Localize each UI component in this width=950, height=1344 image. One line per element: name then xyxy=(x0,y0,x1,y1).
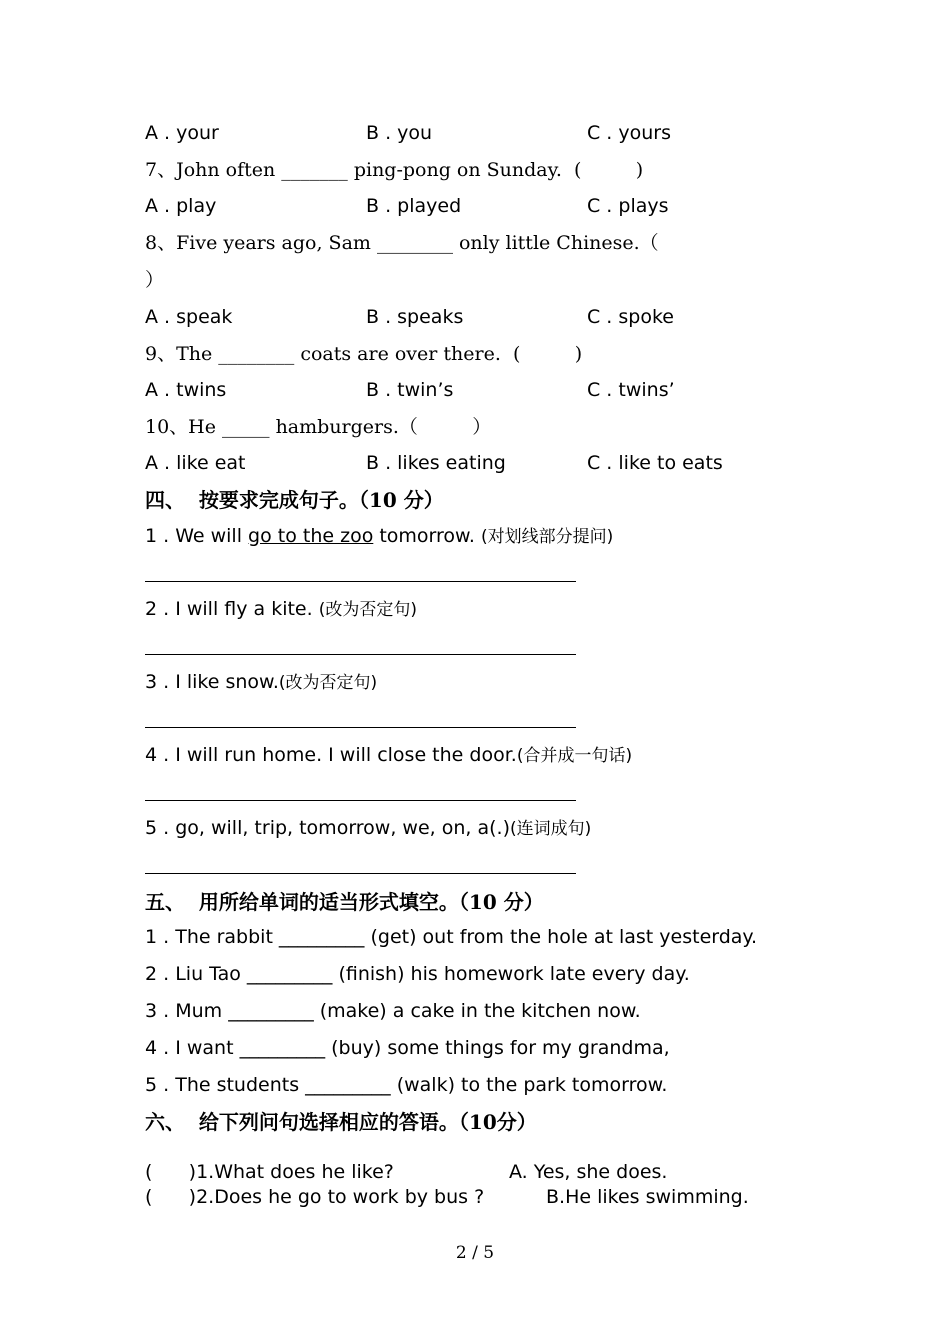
q7-option-c: C . plays xyxy=(587,195,669,217)
q6-option-b: B . you xyxy=(366,122,433,144)
s4-s1-post: tomorrow. xyxy=(373,525,481,547)
q6-option-c: C . yours xyxy=(587,122,672,144)
s4-sentence-2 xyxy=(145,597,417,622)
s4-s3-note: (改为否定句) xyxy=(278,673,378,693)
s4-s4-text: 4 . I will run home. I will close the door. xyxy=(145,744,517,766)
q8-text: 8、Five years ago, Sam ________ only little Chinese.（ xyxy=(145,232,659,254)
q9-option-c: C . twins’ xyxy=(587,379,675,401)
answer-line xyxy=(145,654,576,655)
s4-s3-text: 3 . I like snow. xyxy=(145,671,279,693)
s4-s5-note: (连词成句) xyxy=(510,819,592,839)
s6-answer-a: A. Yes, she does. xyxy=(509,1161,668,1183)
page-number: 2 / 5 xyxy=(455,1243,495,1263)
answer-line xyxy=(145,727,576,728)
q6-option-a: A . your xyxy=(145,122,219,144)
s4-sentence-4 xyxy=(145,743,632,768)
s5-item-5: 5 . The students _________ (walk) to the park tomorrow. xyxy=(145,1074,668,1096)
q9-text: 9、The ________ coats are over there. ( ) xyxy=(145,343,583,365)
s4-sentence-1 xyxy=(145,524,613,549)
s6-answer-b: B.He likes swimming. xyxy=(546,1186,749,1208)
q7-text: 7、John often _______ ping-pong on Sunday. ( ) xyxy=(145,159,644,181)
q10-option-a: A . like eat xyxy=(145,452,246,474)
s4-s4-note: (合并成一句话) xyxy=(516,746,633,766)
s5-item-4: 4 . I want _________ (buy) some things for my grandma, xyxy=(145,1037,670,1059)
answer-line xyxy=(145,873,576,874)
answer-line xyxy=(145,800,576,801)
s4-s2-note: (改为否定句) xyxy=(318,600,417,620)
s4-sentence-3 xyxy=(145,670,377,695)
section6-title: 六、 给下列问句选择相应的答语。（10分） xyxy=(145,1110,537,1134)
q8-option-c: C . spoke xyxy=(587,306,674,328)
s4-s5-text: 5 . go, will, trip, tomorrow, we, on, a(.) xyxy=(145,817,510,839)
q10-option-c: C . like to eats xyxy=(587,452,723,474)
q8-option-a: A . speak xyxy=(145,306,233,328)
section4-title: 四、 按要求完成句子。（10 分） xyxy=(145,488,444,512)
s4-s1-note: (对划线部分提问) xyxy=(480,527,614,547)
s4-s1-underlined: go to the zoo xyxy=(248,525,374,547)
q10-text: 10、He _____ hamburgers.（ ） xyxy=(145,416,492,438)
q7-option-b: B . played xyxy=(366,195,462,217)
section5-title: 五、 用所给单词的适当形式填空。（10 分） xyxy=(145,890,544,914)
q8-option-b: B . speaks xyxy=(366,306,464,328)
q10-option-b: B . likes eating xyxy=(366,452,506,474)
q9-option-b: B . twin’s xyxy=(366,379,454,401)
s4-sentence-5 xyxy=(145,816,591,841)
s5-item-1: 1 . The rabbit _________ (get) out from the hole at last yesterday. xyxy=(145,926,758,948)
q7-option-a: A . play xyxy=(145,195,217,217)
q9-option-a: A . twins xyxy=(145,379,227,401)
q8-text-continued: ） xyxy=(145,269,165,291)
s4-s1-pre: 1 . We will xyxy=(145,525,249,547)
s6-question-1: ( )1.What does he like? xyxy=(145,1161,394,1183)
s5-item-2: 2 . Liu Tao _________ (finish) his homework late every day. xyxy=(145,963,690,985)
s5-item-3: 3 . Mum _________ (make) a cake in the kitchen now. xyxy=(145,1000,641,1022)
answer-line xyxy=(145,581,576,582)
s6-question-2: ( )2.Does he go to work by bus ? xyxy=(145,1186,485,1208)
s4-s2-text: 2 . I will fly a kite. xyxy=(145,598,319,620)
